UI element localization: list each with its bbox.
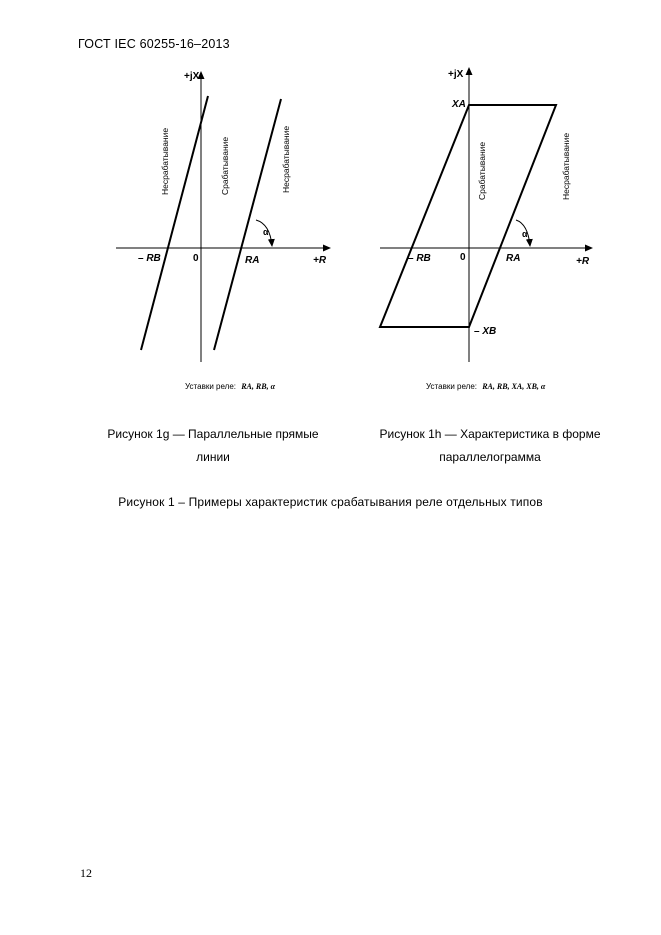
figure-1g-caption-line1: Рисунок 1g — Параллельные прямые <box>107 427 319 441</box>
origin-label: 0 <box>460 252 466 263</box>
neg-rb-label: – RB <box>408 253 431 264</box>
ra-label: RA <box>506 253 521 264</box>
figure-1h-caption <box>362 423 618 469</box>
xa-label: XA <box>452 99 466 110</box>
zone-label-operate: Срабатывание <box>477 141 487 200</box>
figure-1h-caption-line2: параллелограмма <box>439 450 541 464</box>
parallelogram-boundary <box>380 105 556 327</box>
right-boundary-line <box>214 99 281 350</box>
figure-1g-caption-line2: линии <box>196 450 230 464</box>
alpha-label: α <box>263 227 269 237</box>
origin-label: 0 <box>193 253 199 264</box>
zone-label-no-operate-left: Несрабатывание <box>160 127 170 195</box>
neg-xb-label: – XB <box>474 326 497 337</box>
page-number: 12 <box>80 866 92 880</box>
settings-line <box>185 382 276 391</box>
figure-1g-caption <box>88 423 338 469</box>
alpha-label: α <box>522 229 528 239</box>
settings-values: RA, RB, α <box>241 382 275 391</box>
r-axis-label: +R <box>313 255 327 266</box>
figure-1h-diagram <box>372 62 597 402</box>
settings-prefix: Уставки реле: <box>185 382 236 391</box>
figure-1g-parallel-lines <box>110 62 335 402</box>
figure-1-caption: Рисунок 1 – Примеры характеристик срабатывания реле отдельных типов <box>118 495 543 509</box>
settings-values: RA, RB, XA, XB, α <box>482 382 546 391</box>
left-boundary-line <box>141 96 208 350</box>
ra-label: RA <box>245 255 260 266</box>
document-header: ГОСТ IEC 60255-16–2013 <box>78 37 230 51</box>
zone-label-operate: Срабатывание <box>220 136 230 195</box>
zone-label-no-operate-right: Несрабатывание <box>561 132 571 200</box>
figure-1g-diagram <box>110 62 335 402</box>
jx-axis-label: +jX <box>448 69 464 80</box>
settings-prefix: Уставки реле: <box>426 382 477 391</box>
jx-axis-label: +jX <box>184 71 200 82</box>
figure-1h-caption-line1: Рисунок 1h — Характеристика в форме <box>379 427 601 441</box>
figure-1h-parallelogram <box>372 62 597 402</box>
r-axis-label: +R <box>576 256 590 267</box>
settings-line <box>426 382 546 391</box>
neg-rb-label: – RB <box>138 253 161 264</box>
zone-label-no-operate-right: Несрабатывание <box>281 125 291 193</box>
